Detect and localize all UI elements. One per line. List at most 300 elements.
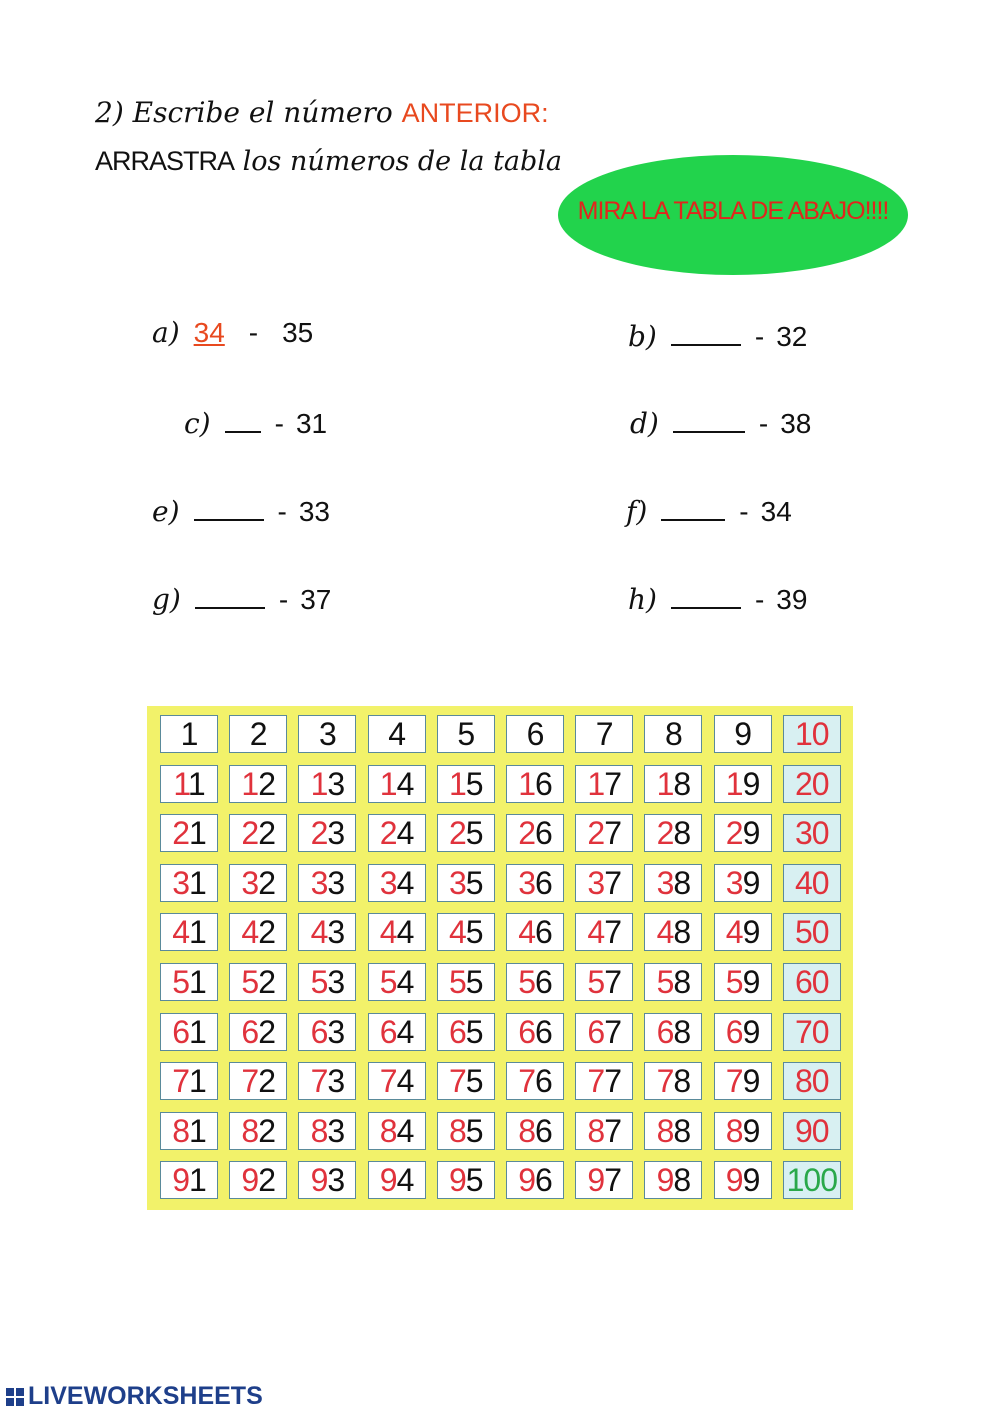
tens-digit: 3 xyxy=(172,864,189,901)
separator: - xyxy=(758,408,769,439)
units-digit: 5 xyxy=(465,1112,483,1149)
tens-digit: 1 xyxy=(795,716,812,752)
number-cell[interactable] xyxy=(575,1112,633,1150)
number-cell[interactable] xyxy=(368,1161,426,1199)
tens-digit: 4 xyxy=(172,914,189,951)
tens-digit: 6 xyxy=(587,1013,605,1050)
number-cell[interactable] xyxy=(783,963,841,1001)
tens-digit: 1 xyxy=(241,765,259,802)
logo-mark-icon xyxy=(6,1388,24,1406)
units-digit: 8 xyxy=(673,864,691,901)
units-digit: 2 xyxy=(258,1112,275,1149)
separator: - xyxy=(754,584,765,615)
number-cell[interactable] xyxy=(437,1013,495,1051)
number-cell[interactable]: 4 xyxy=(368,715,426,753)
number-cell[interactable] xyxy=(298,864,356,902)
given-number: 37 xyxy=(300,584,332,615)
number-cell[interactable] xyxy=(160,1112,218,1150)
units-digit: 8 xyxy=(673,1013,691,1050)
number-cell[interactable] xyxy=(229,765,287,803)
tens-digit: 6 xyxy=(310,1013,328,1050)
number-cell[interactable] xyxy=(229,864,287,902)
tens-digit: 5 xyxy=(172,964,189,1000)
exercise-label: d) xyxy=(630,407,659,440)
exercise-label: e) xyxy=(152,495,180,528)
separator: - xyxy=(739,496,749,527)
units-digit: 8 xyxy=(673,765,691,802)
number-cell[interactable] xyxy=(644,913,702,951)
number-cell[interactable] xyxy=(644,1161,702,1199)
number-cell[interactable] xyxy=(298,913,356,951)
units-digit: 7 xyxy=(604,815,621,852)
number-cell[interactable] xyxy=(160,765,218,803)
units-digit: 0 xyxy=(811,716,829,752)
number-cell[interactable] xyxy=(714,963,772,1001)
tens-digit: 8 xyxy=(725,1112,743,1149)
units-digit: 3 xyxy=(327,1063,345,1100)
number-cell[interactable] xyxy=(506,963,564,1001)
given-number: 39 xyxy=(776,584,808,615)
units-digit: 4 xyxy=(396,815,414,852)
tens-digit: 8 xyxy=(656,1112,674,1149)
units-digit: 9 xyxy=(742,815,760,852)
given-number: 31 xyxy=(295,408,328,439)
number-cell[interactable] xyxy=(506,814,564,852)
tens-digit: 1 xyxy=(173,765,188,802)
number-cell[interactable] xyxy=(368,1013,426,1051)
number-cell[interactable] xyxy=(298,1062,356,1100)
exercise-b xyxy=(628,316,807,353)
units-digit: 6 xyxy=(535,1013,552,1050)
number-cell[interactable] xyxy=(575,864,633,902)
tens-digit: 6 xyxy=(172,1013,189,1050)
exercise-title xyxy=(95,96,549,129)
number-cell[interactable] xyxy=(783,765,841,803)
units-digit: 1 xyxy=(189,964,206,1000)
tens-digit: 6 xyxy=(518,1013,535,1050)
answer-field[interactable] xyxy=(671,316,741,346)
callout-text: MIRA LA TABLA DE ABAJO!!!! xyxy=(577,197,889,225)
tens-digit: 4 xyxy=(656,914,674,951)
number-cell[interactable] xyxy=(644,1112,702,1150)
subtitle-rest: los números de la tabla xyxy=(234,146,563,177)
tens-digit: 1 xyxy=(449,765,466,802)
tens-digit: 9 xyxy=(725,1162,743,1199)
tens-digit: 8 xyxy=(795,1063,812,1100)
tens-digit: 4 xyxy=(518,914,535,951)
given-number: 38 xyxy=(780,408,812,439)
tens-digit: 7 xyxy=(587,1063,605,1100)
number-cell[interactable] xyxy=(368,1112,426,1150)
units-digit: 5 xyxy=(465,815,483,852)
units-digit: 0 xyxy=(811,1013,829,1050)
number-cell[interactable] xyxy=(575,814,633,852)
number-cell[interactable] xyxy=(714,1161,772,1199)
units-digit: 6 xyxy=(535,815,552,852)
units-digit: 1 xyxy=(189,914,206,951)
answer-field[interactable] xyxy=(195,579,265,609)
tens-digit: 1 xyxy=(379,765,397,802)
tens-digit: 4 xyxy=(449,914,466,951)
number-cell[interactable] xyxy=(437,864,495,902)
tens-digit: 8 xyxy=(449,1112,466,1149)
tens-digit: 2 xyxy=(518,815,535,852)
units-digit: 1 xyxy=(187,765,205,802)
units-digit: 9 xyxy=(742,1063,760,1100)
tens-digit: 5 xyxy=(518,964,535,1000)
exercise-h xyxy=(628,579,807,616)
tens-digit: 6 xyxy=(379,1013,397,1050)
units-digit: 7 xyxy=(604,1013,621,1050)
tens-digit: 2 xyxy=(587,815,605,852)
tens-digit: 3 xyxy=(587,864,605,901)
units-digit: 8 xyxy=(673,1112,691,1149)
number-cell[interactable] xyxy=(714,913,772,951)
number-cell[interactable] xyxy=(160,1013,218,1051)
units-digit: 1 xyxy=(189,815,206,852)
tens-digit: 5 xyxy=(725,964,743,1000)
tens-digit: 3 xyxy=(310,864,328,901)
tens-digit: 4 xyxy=(725,914,743,951)
units-digit: 0 xyxy=(811,864,829,901)
hundred-chart xyxy=(147,706,853,1210)
tens-digit: 8 xyxy=(379,1112,397,1149)
number-cell[interactable] xyxy=(229,913,287,951)
number-cell[interactable] xyxy=(229,963,287,1001)
exercise-label: b) xyxy=(628,320,657,353)
tens-digit: 6 xyxy=(241,1013,259,1050)
number-cell[interactable] xyxy=(644,864,702,902)
units-digit: 9 xyxy=(742,765,760,802)
tens-digit: 9 xyxy=(379,1162,397,1199)
units-digit: 7 xyxy=(604,1162,621,1199)
tens-digit: 8 xyxy=(172,1112,189,1149)
given-number: 34 xyxy=(760,496,792,527)
units-digit: 2 xyxy=(258,765,275,802)
units-digit: 3 xyxy=(327,864,345,901)
number-cell[interactable] xyxy=(298,963,356,1001)
given-number: 33 xyxy=(298,496,330,527)
units-digit: 4 xyxy=(396,1013,414,1050)
units-digit: 7 xyxy=(604,964,621,1000)
number-cell[interactable]: 6 xyxy=(506,715,564,753)
tens-digit: 8 xyxy=(518,1112,535,1149)
answer-field[interactable] xyxy=(225,403,261,433)
number-cell[interactable] xyxy=(575,913,633,951)
tens-digit: 8 xyxy=(587,1112,605,1149)
number-cell[interactable]: 9 xyxy=(714,715,772,753)
exercise-label: h) xyxy=(628,583,657,616)
tens-digit: 3 xyxy=(656,864,674,901)
number-cell[interactable] xyxy=(298,1161,356,1199)
units-digit: 9 xyxy=(742,864,760,901)
units-digit: 2 xyxy=(258,1013,275,1050)
number-cell[interactable] xyxy=(506,765,564,803)
units-digit: 1 xyxy=(189,864,206,901)
tens-digit: 1 xyxy=(725,765,743,802)
number-cell[interactable] xyxy=(575,1062,633,1100)
number-cell[interactable] xyxy=(506,864,564,902)
number-cell[interactable] xyxy=(644,814,702,852)
units-digit: 6 xyxy=(535,765,552,802)
number-cell[interactable]: 7 xyxy=(575,715,633,753)
number-cell[interactable] xyxy=(368,814,426,852)
tens-digit: 2 xyxy=(656,815,674,852)
tens-digit: 9 xyxy=(310,1162,328,1199)
given-number: 32 xyxy=(776,321,808,352)
exercise-a xyxy=(152,316,313,349)
number-cell[interactable] xyxy=(160,1062,218,1100)
units-digit: 8 xyxy=(673,1063,691,1100)
units-digit: 2 xyxy=(258,815,275,852)
tens-digit: 4 xyxy=(241,914,259,951)
tens-digit: 5 xyxy=(656,964,674,1000)
units-digit: 5 xyxy=(465,864,483,901)
units-digit: 7 xyxy=(604,864,621,901)
number-cell[interactable] xyxy=(783,814,841,852)
number-cell[interactable] xyxy=(160,913,218,951)
tens-digit: 7 xyxy=(518,1063,535,1100)
tens-digit: 5 xyxy=(379,964,397,1000)
tens-digit: 6 xyxy=(449,1013,466,1050)
number-cell[interactable] xyxy=(644,1013,702,1051)
number-cell[interactable] xyxy=(644,1062,702,1100)
units-digit: 1 xyxy=(189,1063,206,1100)
units-digit: 8 xyxy=(673,815,691,852)
units-digit: 5 xyxy=(465,1013,483,1050)
number-cell[interactable] xyxy=(229,1062,287,1100)
units-digit: 7 xyxy=(604,914,621,951)
number-cell[interactable] xyxy=(437,963,495,1001)
tens-digit: 4 xyxy=(795,864,812,901)
units-digit: 1 xyxy=(189,1013,206,1050)
number-cell[interactable] xyxy=(714,765,772,803)
tens-digit: 7 xyxy=(449,1063,466,1100)
separator: - xyxy=(274,408,284,439)
number-cell[interactable] xyxy=(506,913,564,951)
number-cell[interactable] xyxy=(229,1161,287,1199)
tens-digit: 1 xyxy=(587,765,605,802)
number-cell[interactable] xyxy=(160,864,218,902)
units-digit: 2 xyxy=(258,1162,275,1199)
tens-digit: 8 xyxy=(241,1112,259,1149)
number-cell[interactable]: 5 xyxy=(437,715,495,753)
units-digit: 0 xyxy=(811,765,829,802)
number-cell[interactable]: 2 xyxy=(229,715,287,753)
number-cell[interactable] xyxy=(783,1013,841,1051)
units-digit: 7 xyxy=(604,1063,621,1100)
number-cell[interactable]: 8 xyxy=(644,715,702,753)
tens-digit: 3 xyxy=(449,864,466,901)
units-digit: 0 xyxy=(811,1112,829,1149)
units-digit: 9 xyxy=(742,1112,760,1149)
number-cell[interactable] xyxy=(160,1161,218,1199)
number-cell[interactable]: 1 xyxy=(160,715,218,753)
tens-digit: 2 xyxy=(449,815,466,852)
units-digit: 0 xyxy=(811,964,829,1000)
number-cell[interactable] xyxy=(575,963,633,1001)
tens-digit: 6 xyxy=(795,964,812,1000)
number-cell[interactable] xyxy=(229,1013,287,1051)
units-digit: 5 xyxy=(465,765,483,802)
tens-digit: 4 xyxy=(310,914,328,951)
number-cell[interactable] xyxy=(783,715,841,753)
number-cell[interactable] xyxy=(160,814,218,852)
number-cell[interactable] xyxy=(229,1112,287,1150)
number-cell[interactable] xyxy=(298,1112,356,1150)
units-digit: 1 xyxy=(189,1162,206,1199)
number-cell[interactable] xyxy=(506,1062,564,1100)
number-cell[interactable] xyxy=(783,1161,841,1199)
tens-digit: 3 xyxy=(518,864,535,901)
units-digit: 6 xyxy=(535,964,552,1000)
number-cell[interactable] xyxy=(575,1013,633,1051)
units-digit: 9 xyxy=(742,914,760,951)
tens-digit: 1 xyxy=(310,765,328,802)
tens-digit: 9 xyxy=(587,1162,605,1199)
tens-digit: 7 xyxy=(172,1063,189,1100)
separator: - xyxy=(248,317,259,348)
number-cell[interactable] xyxy=(368,1062,426,1100)
answer-field[interactable]: 34 xyxy=(193,317,225,348)
units-digit: 8 xyxy=(673,914,691,951)
number-cell[interactable] xyxy=(437,1062,495,1100)
units-digit: 4 xyxy=(396,1112,414,1149)
units-digit: 2 xyxy=(258,1063,275,1100)
number-cell[interactable] xyxy=(298,814,356,852)
number-cell[interactable] xyxy=(714,1062,772,1100)
tens-digit: 5 xyxy=(310,964,328,1000)
tens-digit: 8 xyxy=(310,1112,328,1149)
answer-field[interactable] xyxy=(194,491,264,521)
title-prefix: 2) Escribe el número xyxy=(95,96,402,129)
units-digit: 6 xyxy=(535,1112,552,1149)
tens-digit: 2 xyxy=(241,815,259,852)
units-digit: 3 xyxy=(327,914,345,951)
number-cell[interactable] xyxy=(714,1112,772,1150)
number-cell[interactable] xyxy=(437,1161,495,1199)
units-digit: 5 xyxy=(465,1162,483,1199)
tens-digit: 3 xyxy=(795,815,812,852)
units-digit: 3 xyxy=(327,765,345,802)
number-cell[interactable] xyxy=(437,814,495,852)
number-cell[interactable] xyxy=(575,765,633,803)
tens-digit: 9 xyxy=(449,1162,466,1199)
tens-digit: 9 xyxy=(795,1112,812,1149)
units-digit: 4 xyxy=(396,1162,414,1199)
units-digit: 2 xyxy=(258,964,275,1000)
answer-field[interactable] xyxy=(671,579,741,609)
separator: - xyxy=(278,584,289,615)
number-cell[interactable] xyxy=(575,1161,633,1199)
number-cell[interactable] xyxy=(368,963,426,1001)
units-digit: 0 xyxy=(811,914,829,951)
tens-digit: 2 xyxy=(172,815,189,852)
number-cell[interactable] xyxy=(437,765,495,803)
tens-digit: 9 xyxy=(656,1162,674,1199)
exercise-label: f) xyxy=(626,495,648,528)
units-digit: 2 xyxy=(258,914,275,951)
tens-digit: 2 xyxy=(310,815,328,852)
exercise-d xyxy=(630,403,811,440)
answer-field[interactable] xyxy=(661,491,725,521)
number-cell[interactable] xyxy=(298,765,356,803)
number-cell[interactable] xyxy=(368,765,426,803)
tens-digit: 5 xyxy=(241,964,259,1000)
units-digit: 1 xyxy=(189,1112,206,1149)
tens-digit: 7 xyxy=(310,1063,328,1100)
units-digit: 3 xyxy=(327,1162,345,1199)
tens-digit: 9 xyxy=(518,1162,535,1199)
units-digit: 3 xyxy=(327,1013,345,1050)
number-cell[interactable] xyxy=(506,1112,564,1150)
number-cell[interactable] xyxy=(506,1161,564,1199)
tens-digit: 5 xyxy=(795,914,812,951)
logo-text: LIVEWORKSHEETS xyxy=(28,1382,263,1410)
tens-digit: 6 xyxy=(725,1013,743,1050)
units-digit: 9 xyxy=(742,964,760,1000)
number-cell[interactable] xyxy=(437,913,495,951)
number-cell[interactable] xyxy=(506,1013,564,1051)
number-cell[interactable]: 3 xyxy=(298,715,356,753)
answer-field[interactable] xyxy=(673,403,745,433)
tens-digit: 5 xyxy=(587,964,605,1000)
units-digit: 5 xyxy=(465,1063,483,1100)
exercise-label: c) xyxy=(184,407,211,440)
number-cell[interactable] xyxy=(714,864,772,902)
exercise-label: g) xyxy=(152,583,181,616)
units-digit: 3 xyxy=(327,815,345,852)
number-cell[interactable] xyxy=(644,765,702,803)
number-cell[interactable] xyxy=(437,1112,495,1150)
title-accent: ANTERIOR: xyxy=(401,98,549,128)
number-cell[interactable] xyxy=(783,913,841,951)
units-digit: 3 xyxy=(327,964,345,1000)
number-cell[interactable] xyxy=(298,1013,356,1051)
units-digit: 6 xyxy=(535,914,552,951)
number-cell[interactable] xyxy=(783,1112,841,1150)
units-digit: 6 xyxy=(535,1162,552,1199)
units-digit: 4 xyxy=(396,914,414,951)
number-cell[interactable] xyxy=(368,864,426,902)
units-digit: 4 xyxy=(396,1063,414,1100)
exercise-subtitle xyxy=(95,146,562,177)
number-cell[interactable] xyxy=(783,1062,841,1100)
tens-digit: 3 xyxy=(241,864,259,901)
number-cell[interactable] xyxy=(229,814,287,852)
tens-digit: 6 xyxy=(656,1013,674,1050)
units-digit: 9 xyxy=(742,1013,760,1050)
tens-digit: 4 xyxy=(587,914,605,951)
exercise-c xyxy=(184,403,327,440)
tens-digit: 1 xyxy=(656,765,674,802)
tens-digit: 3 xyxy=(379,864,397,901)
exercise-f xyxy=(626,491,792,528)
number-cell[interactable] xyxy=(644,963,702,1001)
number-cell[interactable] xyxy=(714,814,772,852)
number-cell[interactable] xyxy=(368,913,426,951)
number-cell[interactable] xyxy=(783,864,841,902)
units-digit: 0 xyxy=(811,815,829,852)
number-cell[interactable] xyxy=(714,1013,772,1051)
separator: - xyxy=(277,496,287,527)
units-digit: 5 xyxy=(465,914,483,951)
number-cell[interactable] xyxy=(160,963,218,1001)
units-digit: 2 xyxy=(258,864,275,901)
units-digit: 6 xyxy=(535,864,552,901)
units-digit: 0 xyxy=(811,1063,829,1100)
subtitle-caps: ARRASTRA xyxy=(95,146,235,176)
